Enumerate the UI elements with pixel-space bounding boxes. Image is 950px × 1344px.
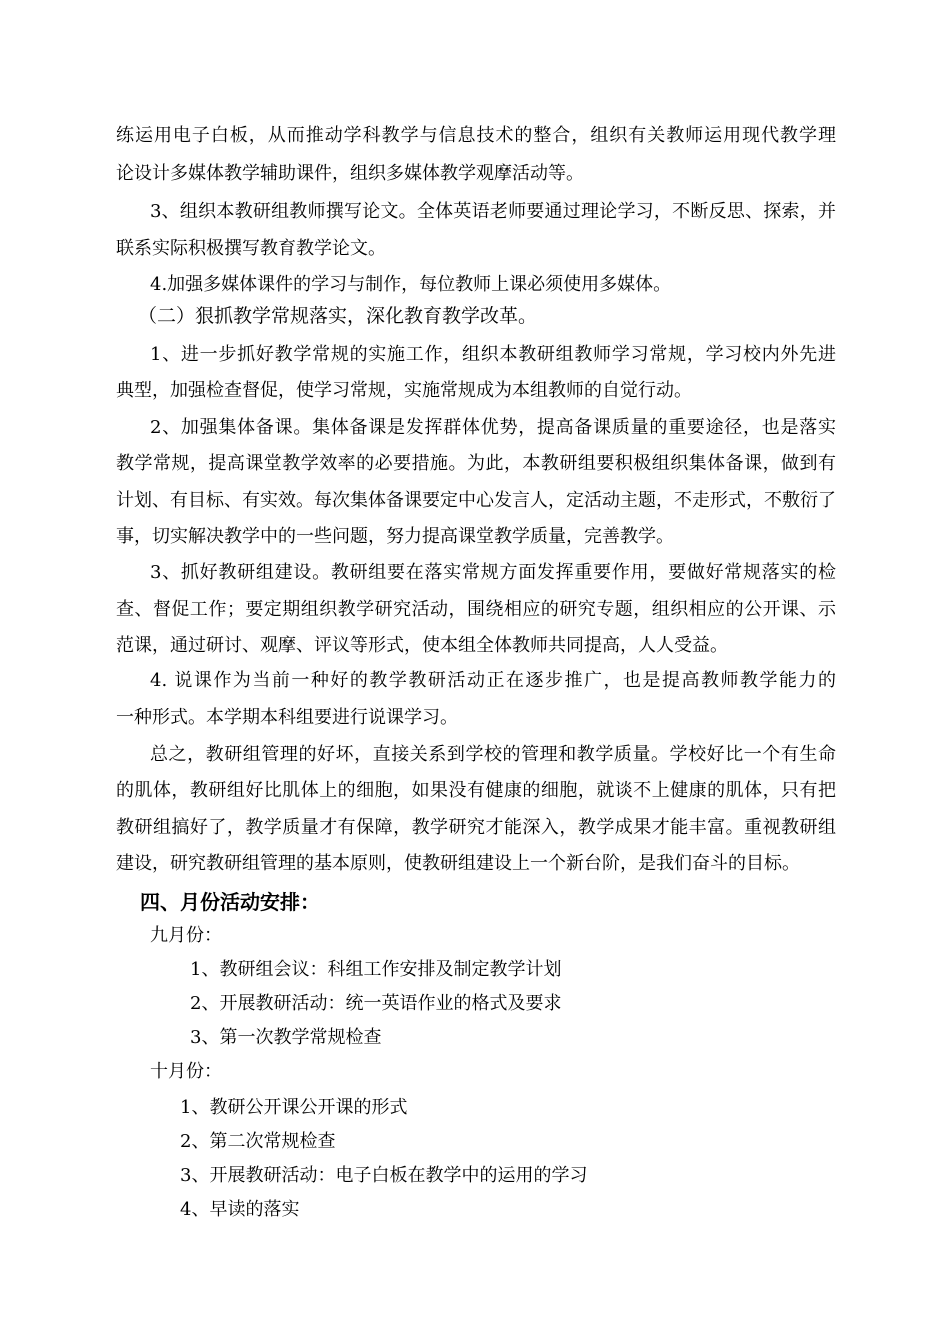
section-heading: （二）狠抓教学常规落实，深化教育教学改革。: [138, 305, 538, 327]
paragraph-line: 练运用电子白板，从而推动学科教学与信息技术的整合，组织有关教师运用现代教学理: [116, 125, 836, 146]
list-item: 2、开展教研活动：统一英语作业的格式及要求: [190, 993, 562, 1014]
paragraph-line: 1、进一步抓好教学常规的实施工作，组织本教研组教师学习常规，学习校内外先进: [150, 344, 836, 365]
paragraph-line: 教学常规，提高课堂教学效率的必要措施。为此，本教研组要积极组织集体备课，做到有: [116, 453, 836, 474]
paragraph-line: 4. 说课作为当前一种好的教学教研活动正在逐步推广，也是提高教师教学能力的: [150, 670, 836, 691]
paragraph-line: 3、组织本教研组教师撰写论文。全体英语老师要通过理论学习，不断反思、探索，并: [150, 201, 836, 222]
paragraph-line: 计划、有目标、有实效。每次集体备课要定中心发言人，定活动主题，不走形式，不敷衍了: [116, 490, 836, 511]
paragraph-line: 查、督促工作；要定期组织教学研究活动，围绕相应的研究专题，组织相应的公开课、示: [116, 599, 836, 620]
list-item: 1、教研组会议：科组工作安排及制定教学计划: [190, 959, 562, 980]
paragraph-line: 事，切实解决教学中的一些问题，努力提高课堂教学质量，完善教学。: [116, 526, 674, 547]
paragraph-line: 一种形式。本学期本科组要进行说课学习。: [116, 707, 458, 728]
paragraph-line: 教研组搞好了，教学质量才有保障，教学研究才能深入，教学成果才能丰富。重视教研组: [116, 817, 836, 838]
section-4-heading: 四、月份活动安排：: [140, 890, 320, 914]
paragraph-line: 联系实际积极撰写教育教学论文。: [116, 238, 386, 259]
paragraph-line: 的肌体，教研组好比肌体上的细胞，如果没有健康的细胞，就谈不上健康的肌体，只有把: [116, 780, 836, 801]
paragraph-line: 4.加强多媒体课件的学习与制作，每位教师上课必须使用多媒体。: [150, 274, 672, 295]
paragraph-line: 典型，加强检查督促，使学习常规，实施常规成为本组教师的自觉行动。: [116, 380, 692, 401]
paragraph-line: 3、抓好教研组建设。教研组要在落实常规方面发挥重要作用，要做好常规落实的检: [150, 562, 836, 583]
list-item: 3、第一次教学常规检查: [190, 1027, 382, 1048]
month-label-october: 十月份：: [150, 1061, 222, 1082]
paragraph-line: 总之，教研组管理的好坏，直接关系到学校的管理和教学质量。学校好比一个有生命: [150, 744, 836, 765]
paragraph-line: 建设，研究教研组管理的基本原则，使教研组建设上一个新台阶，是我们奋斗的目标。: [116, 853, 800, 874]
paragraph-line: 论设计多媒体教学辅助课件，组织多媒体教学观摩活动等。: [116, 163, 584, 184]
list-item: 2、第二次常规检查: [180, 1131, 336, 1152]
paragraph-line: 范课，通过研讨、观摩、评议等形式，使本组全体教师共同提高，人人受益。: [116, 635, 728, 656]
paragraph-line: 2、加强集体备课。集体备课是发挥群体优势，提高备课质量的重要途径，也是落实: [150, 417, 836, 438]
month-label-september: 九月份：: [150, 925, 222, 946]
list-item: 3、开展教研活动：电子白板在教学中的运用的学习: [180, 1165, 588, 1186]
list-item: 1、教研公开课公开课的形式: [180, 1097, 408, 1118]
list-item: 4、早读的落实: [180, 1199, 300, 1220]
